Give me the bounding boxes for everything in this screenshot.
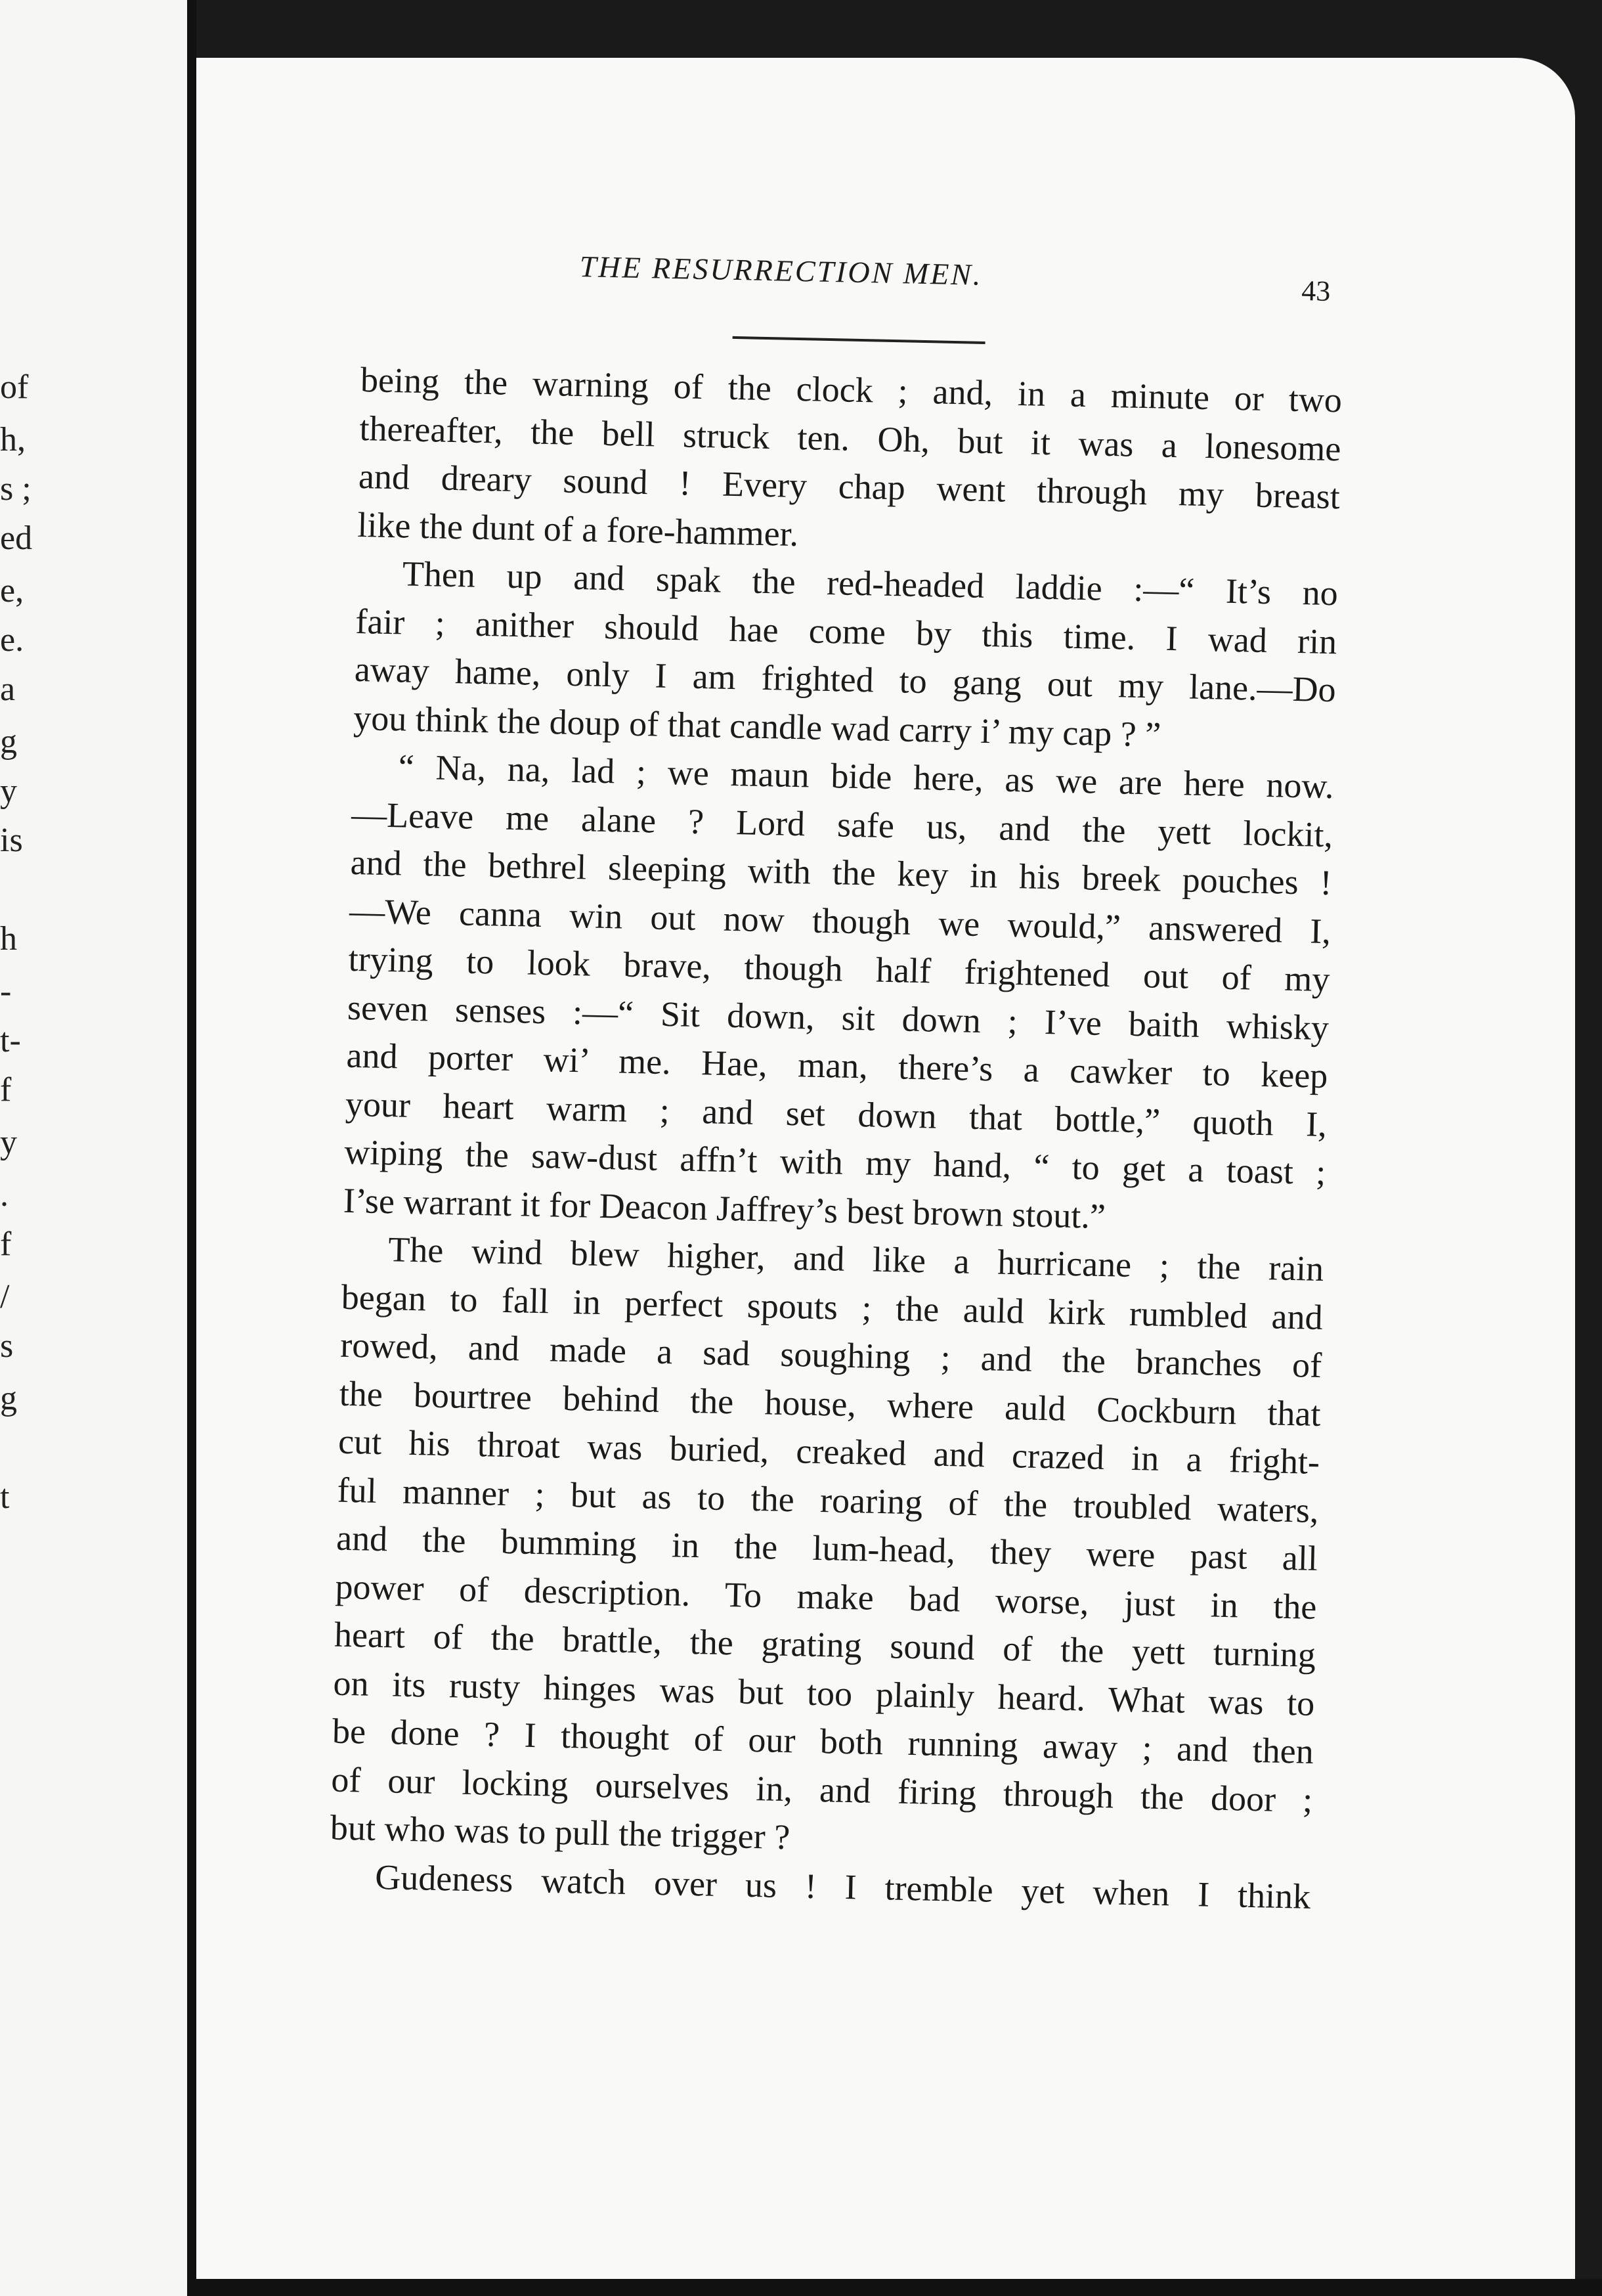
text-line: rowed, and made a sad soughing ; and the branches of [339,1325,1322,1386]
body-text [329,356,1343,1921]
text-line: away hame, only I am frighted to gang out my lane.—Do [354,649,1337,710]
left-page-text-fragment: a [0,671,16,708]
text-line: and the bumming in the lum-head, they were past all [336,1518,1318,1578]
text-line: Then up and spak the red-headed laddie :—“ It’s no [402,554,1339,613]
running-head: THE RESURRECTION MEN. [579,249,983,292]
text-line: and porter wi’ me. Hae, man, there’s a cawker to keep [345,1035,1328,1096]
text-line: “ Na, na, lad ; we maun bide here, as we are here now. [398,747,1335,806]
text-line: fair ; anither should hae come by this time. I wad rin [355,601,1337,661]
text-line: on its rusty hinges was but too plainly heard. What was to [332,1663,1315,1723]
left-page-text-fragment: s [0,1327,14,1365]
book-page [196,58,1575,2296]
left-page-text-fragment: t [0,1478,10,1516]
text-line: of our locking ourselves in, and firing through the door ; [330,1759,1313,1820]
left-page-text-fragment: t- [0,1022,21,1059]
text-line: wiping the saw-dust affn’t with my hand, “ to get a toast ; [343,1132,1326,1193]
text-line: —Leave me alane ? Lord safe us, and the yett lockit, [351,794,1333,854]
text-line: heart of the brattle, the grating sound of the yett turning [334,1614,1316,1675]
left-page-text-fragment: g [0,723,17,761]
header-rule [733,336,985,344]
page-number: 43 [1301,275,1331,307]
left-page-text-fragment: f [0,1225,12,1263]
left-page-text-fragment: of [0,368,29,406]
text-line: ful manner ; but as to the roaring of the troubled waters, [337,1470,1320,1530]
left-page-text-fragment: h, [0,421,26,458]
text-line: and dreary sound ! Every chap went through my breast [358,456,1341,517]
text-line: seven senses :—“ Sit down, sit down ; I’ve baith whisky [347,987,1330,1048]
text-line: the bourtree behind the house, where auld Cockburn that [339,1373,1322,1434]
text-line: like the dunt of a fore-hammer. [357,504,799,554]
paragraph [343,742,1334,1245]
text-line: I’se warrant it for Deacon Jaffrey’s best brown stout.” [343,1180,1106,1236]
scan-edge-shadow [196,2279,1602,2296]
text-line: being the warning of the clock ; and, in a minute or two [360,360,1343,420]
left-page-text-fragment: . [0,1176,9,1214]
left-page-text-fragment: ed [0,519,33,557]
text-line: power of description. To make bad worse, just in the [335,1566,1317,1627]
text-line: your heart warm ; and set down that bottle,” quoth I, [345,1084,1328,1144]
text-line: be done ? I thought of our both running away ; and then [332,1711,1314,1771]
left-page-text-fragment: f [0,1071,12,1109]
book-gutter [187,0,196,2296]
left-page-text-fragment: s ; [0,470,32,508]
paragraph [330,1225,1324,1873]
left-page-text-fragment: - [0,973,12,1010]
text-line: and the bethrel sleeping with the key in his breek pouches ! [350,842,1333,903]
left-page-text-fragment: e, [0,572,24,609]
page-content [196,58,1575,2296]
left-page-text-fragment: y [0,1124,17,1161]
left-page-text-fragment: y [0,772,17,810]
text-line: —We canna win out now though we would,” answered I, [349,891,1331,951]
left-page-text-fragment: g [0,1380,17,1417]
left-page-text-fragment: / [0,1278,10,1315]
previous-page-edge [0,0,187,2296]
text-line: Gudeness watch over us ! I tremble yet when I think [374,1857,1311,1916]
text-line: but who was to pull the trigger ? [330,1807,790,1857]
text-line: cut his throat was buried, creaked and crazed in a fright- [337,1421,1320,1482]
paragraph [353,549,1339,762]
left-page-text-fragment: e. [0,621,24,659]
text-line: thereafter, the bell struck ten. Oh, but it was a lonesome [359,408,1341,468]
text-line: The wind blew higher, and like a hurricane ; the rain [387,1229,1324,1289]
left-page-text-fragment: is [0,822,23,859]
text-line: began to fall in perfect spouts ; the auld kirk rumbled and [341,1277,1324,1337]
text-line: trying to look brave, though half frightened out of my [348,938,1331,1000]
paragraph [357,356,1343,569]
left-page-text-fragment: h [0,920,17,958]
text-line: you think the doup of that candle wad carry i’ my cap ? ” [353,697,1161,755]
